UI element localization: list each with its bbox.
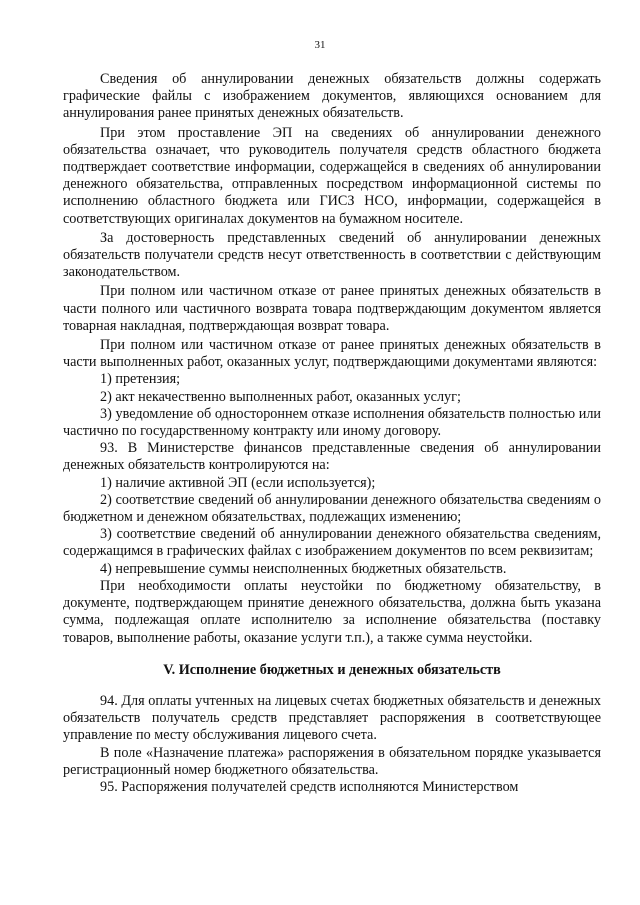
page-number: 31	[314, 39, 326, 51]
paragraph: За достоверность представленных сведений об аннулировании денежных обязательств получатели средств несут ответственность в соответствии с действующим законодательством.	[63, 229, 601, 281]
list-item: 3) соответствие сведений об аннулировании денежного обязательства сведениям, содержащимся в графических файлах с изображением документов по всем реквизитам;	[63, 526, 601, 560]
paragraph: Сведения об аннулировании денежных обязательств должны содержать графические файлы с изображением документов, являющихся основанием для аннулирования ранее принятых денежных обязательств.	[63, 71, 601, 122]
list-item: 3) уведомление об одностороннем отказе исполнения обязательств полностью или частично по государственному контракту или иному договору.	[63, 405, 601, 440]
document-body	[63, 71, 601, 796]
paragraph: При этом проставление ЭП на сведениях об аннулировании денежного обязательства означает, что руководитель получателя средств областного бюджета подтверждает соответствие информации, содержащейся в сведениях об аннулировании денежного обязательства, отправленных посредством информационной системы по исполнению областного бюджета или ГИСЗ НСО, информации, содержащейся в соответствующих оригиналах документов на бумажном носителе.	[63, 124, 601, 227]
paragraph: При полном или частичном отказе от ранее принятых денежных обязательств в части полного или частичного возврата товара подтверждающим документом является товарная накладная, подтверждающая возврат товара.	[63, 283, 601, 334]
paragraph: 95. Распоряжения получателей средств исполняются Министерством	[100, 778, 519, 795]
list-item: 4) непревышение суммы неисполненных бюджетных обязательств.	[100, 560, 507, 577]
list-item: 2) соответствие сведений об аннулировании денежного обязательства сведениям о бюджетном и денежном обязательствах, подлежащих изменению;	[63, 491, 601, 526]
paragraph: При необходимости оплаты неустойки по бюджетному обязательству, в документе, подтверждающем принятие денежного обязательства, должна быть указана сумма, подлежащая оплате исполнителю за исполнение обязательства (поставку товаров, выполнение работы, оказание услуги т.п.), а также сумма неустойки.	[63, 577, 601, 646]
list-item: 1) наличие активной ЭП (если используется);	[100, 474, 376, 491]
paragraph: В поле «Назначение платежа» распоряжения в обязательном порядке указывается регистрационный номер бюджетного обязательства.	[63, 744, 601, 778]
paragraph: При полном или частичном отказе от ранее принятых денежных обязательств в части выполненных работ, оказанных услуг, подтверждающими документами являются:	[63, 337, 601, 371]
paragraph: 94. Для оплаты учтенных на лицевых счетах бюджетных обязательств и денежных обязательств получатель средств представляет распоряжения в соответствующее управление по месту обслуживания лицевого счета.	[63, 692, 601, 744]
list-item: 1) претензия;	[100, 371, 181, 388]
section-heading: V. Исполнение бюджетных и денежных обязательств	[163, 661, 501, 678]
paragraph: 93. В Министерстве финансов представленные сведения об аннулировании денежных обязательств контролируются на:	[63, 440, 601, 474]
list-item: 2) акт некачественно выполненных работ, оказанных услуг;	[100, 388, 461, 405]
